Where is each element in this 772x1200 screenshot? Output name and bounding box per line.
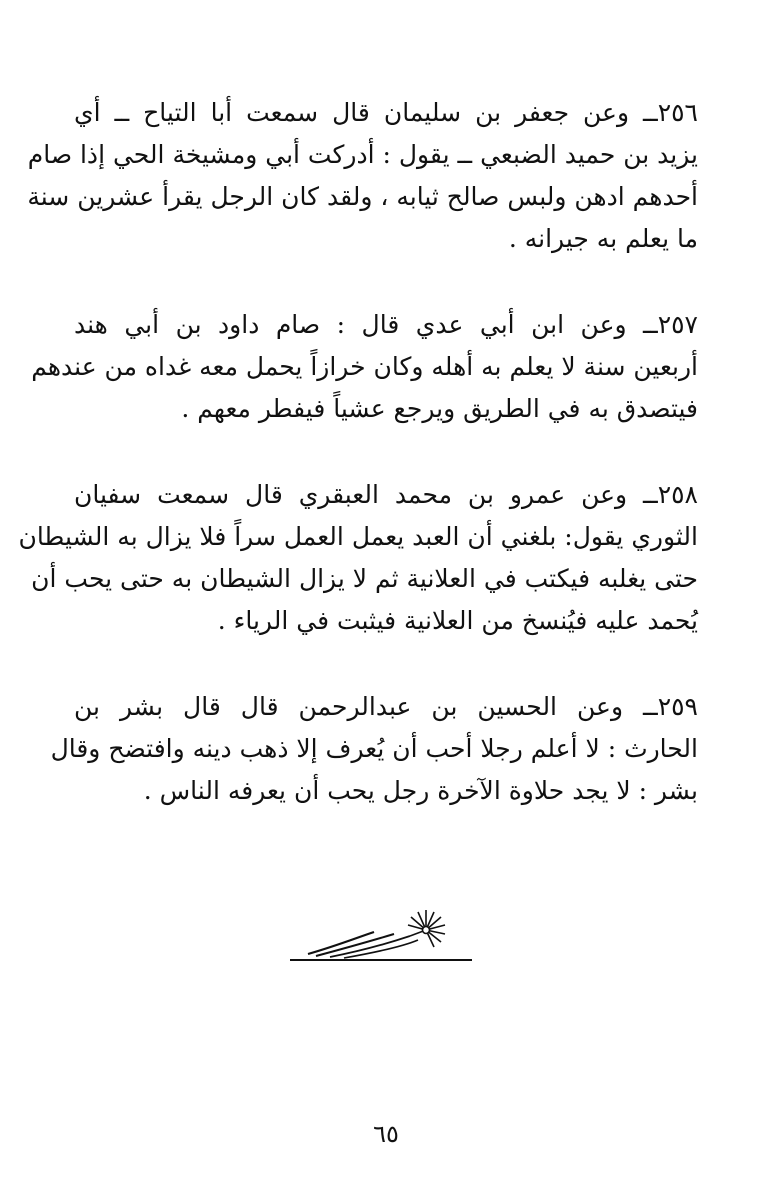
text-line: يزيد بن حميد الضبعي ــ يقول : أدركت أبي ومشيخة الحي إذا صام bbox=[27, 140, 698, 169]
text-line: فيتصدق به في الطريق ويرجع عشياً فيفطر معهم . bbox=[181, 394, 698, 423]
text-line: ما يعلم به جيرانه . bbox=[508, 224, 698, 253]
text-line: أربعين سنة لا يعلم به أهله وكان خرازاً يحمل معه غداه من عندهم bbox=[31, 352, 698, 381]
text-line: ٢٥٦ــ وعن جعفر بن سليمان قال سمعت أبا التياح ــ أي bbox=[74, 98, 698, 127]
text-line: أحدهم ادهن ولبس صالح ثيابه ، ولقد كان الرجل يقرأ عشرين سنة bbox=[27, 182, 698, 211]
text-line: يُحمد عليه فيُنسخ من العلانية فيثبت في الرياء . bbox=[217, 606, 698, 635]
text-line: بشر : لا يجد حلاوة الآخرة رجل يحب أن يعرفه الناس . bbox=[143, 776, 698, 805]
paragraph-256 bbox=[27, 92, 698, 260]
text-line: الحارث : لا أعلم رجلا أحب أن يُعرف إلا ذهب دينه وافتضح وقال bbox=[50, 734, 698, 763]
page-body bbox=[18, 92, 698, 856]
text-line: الثوري يقول: بلغني أن العبد يعمل العمل سراً فلا يزال به الشيطان bbox=[18, 522, 698, 551]
text-line: ٢٥٧ــ وعن ابن أبي عدي قال : صام داود بن أبي هند bbox=[74, 310, 698, 339]
paragraph-258 bbox=[18, 474, 698, 642]
text-line: ٢٥٨ــ وعن عمرو بن محمد العبقري قال سمعت سفيان bbox=[74, 480, 698, 509]
text-line: حتى يغلبه فيكتب في العلانية ثم لا يزال الشيطان به حتى يحب أن bbox=[31, 564, 698, 593]
paragraph-259 bbox=[50, 686, 698, 812]
flower-divider-icon bbox=[286, 902, 476, 964]
text-line: ٢٥٩ــ وعن الحسين بن عبدالرحمن قال قال بشر بن bbox=[74, 692, 698, 721]
page-number: ٦٥ bbox=[373, 1120, 399, 1148]
paragraph-257 bbox=[31, 304, 698, 430]
